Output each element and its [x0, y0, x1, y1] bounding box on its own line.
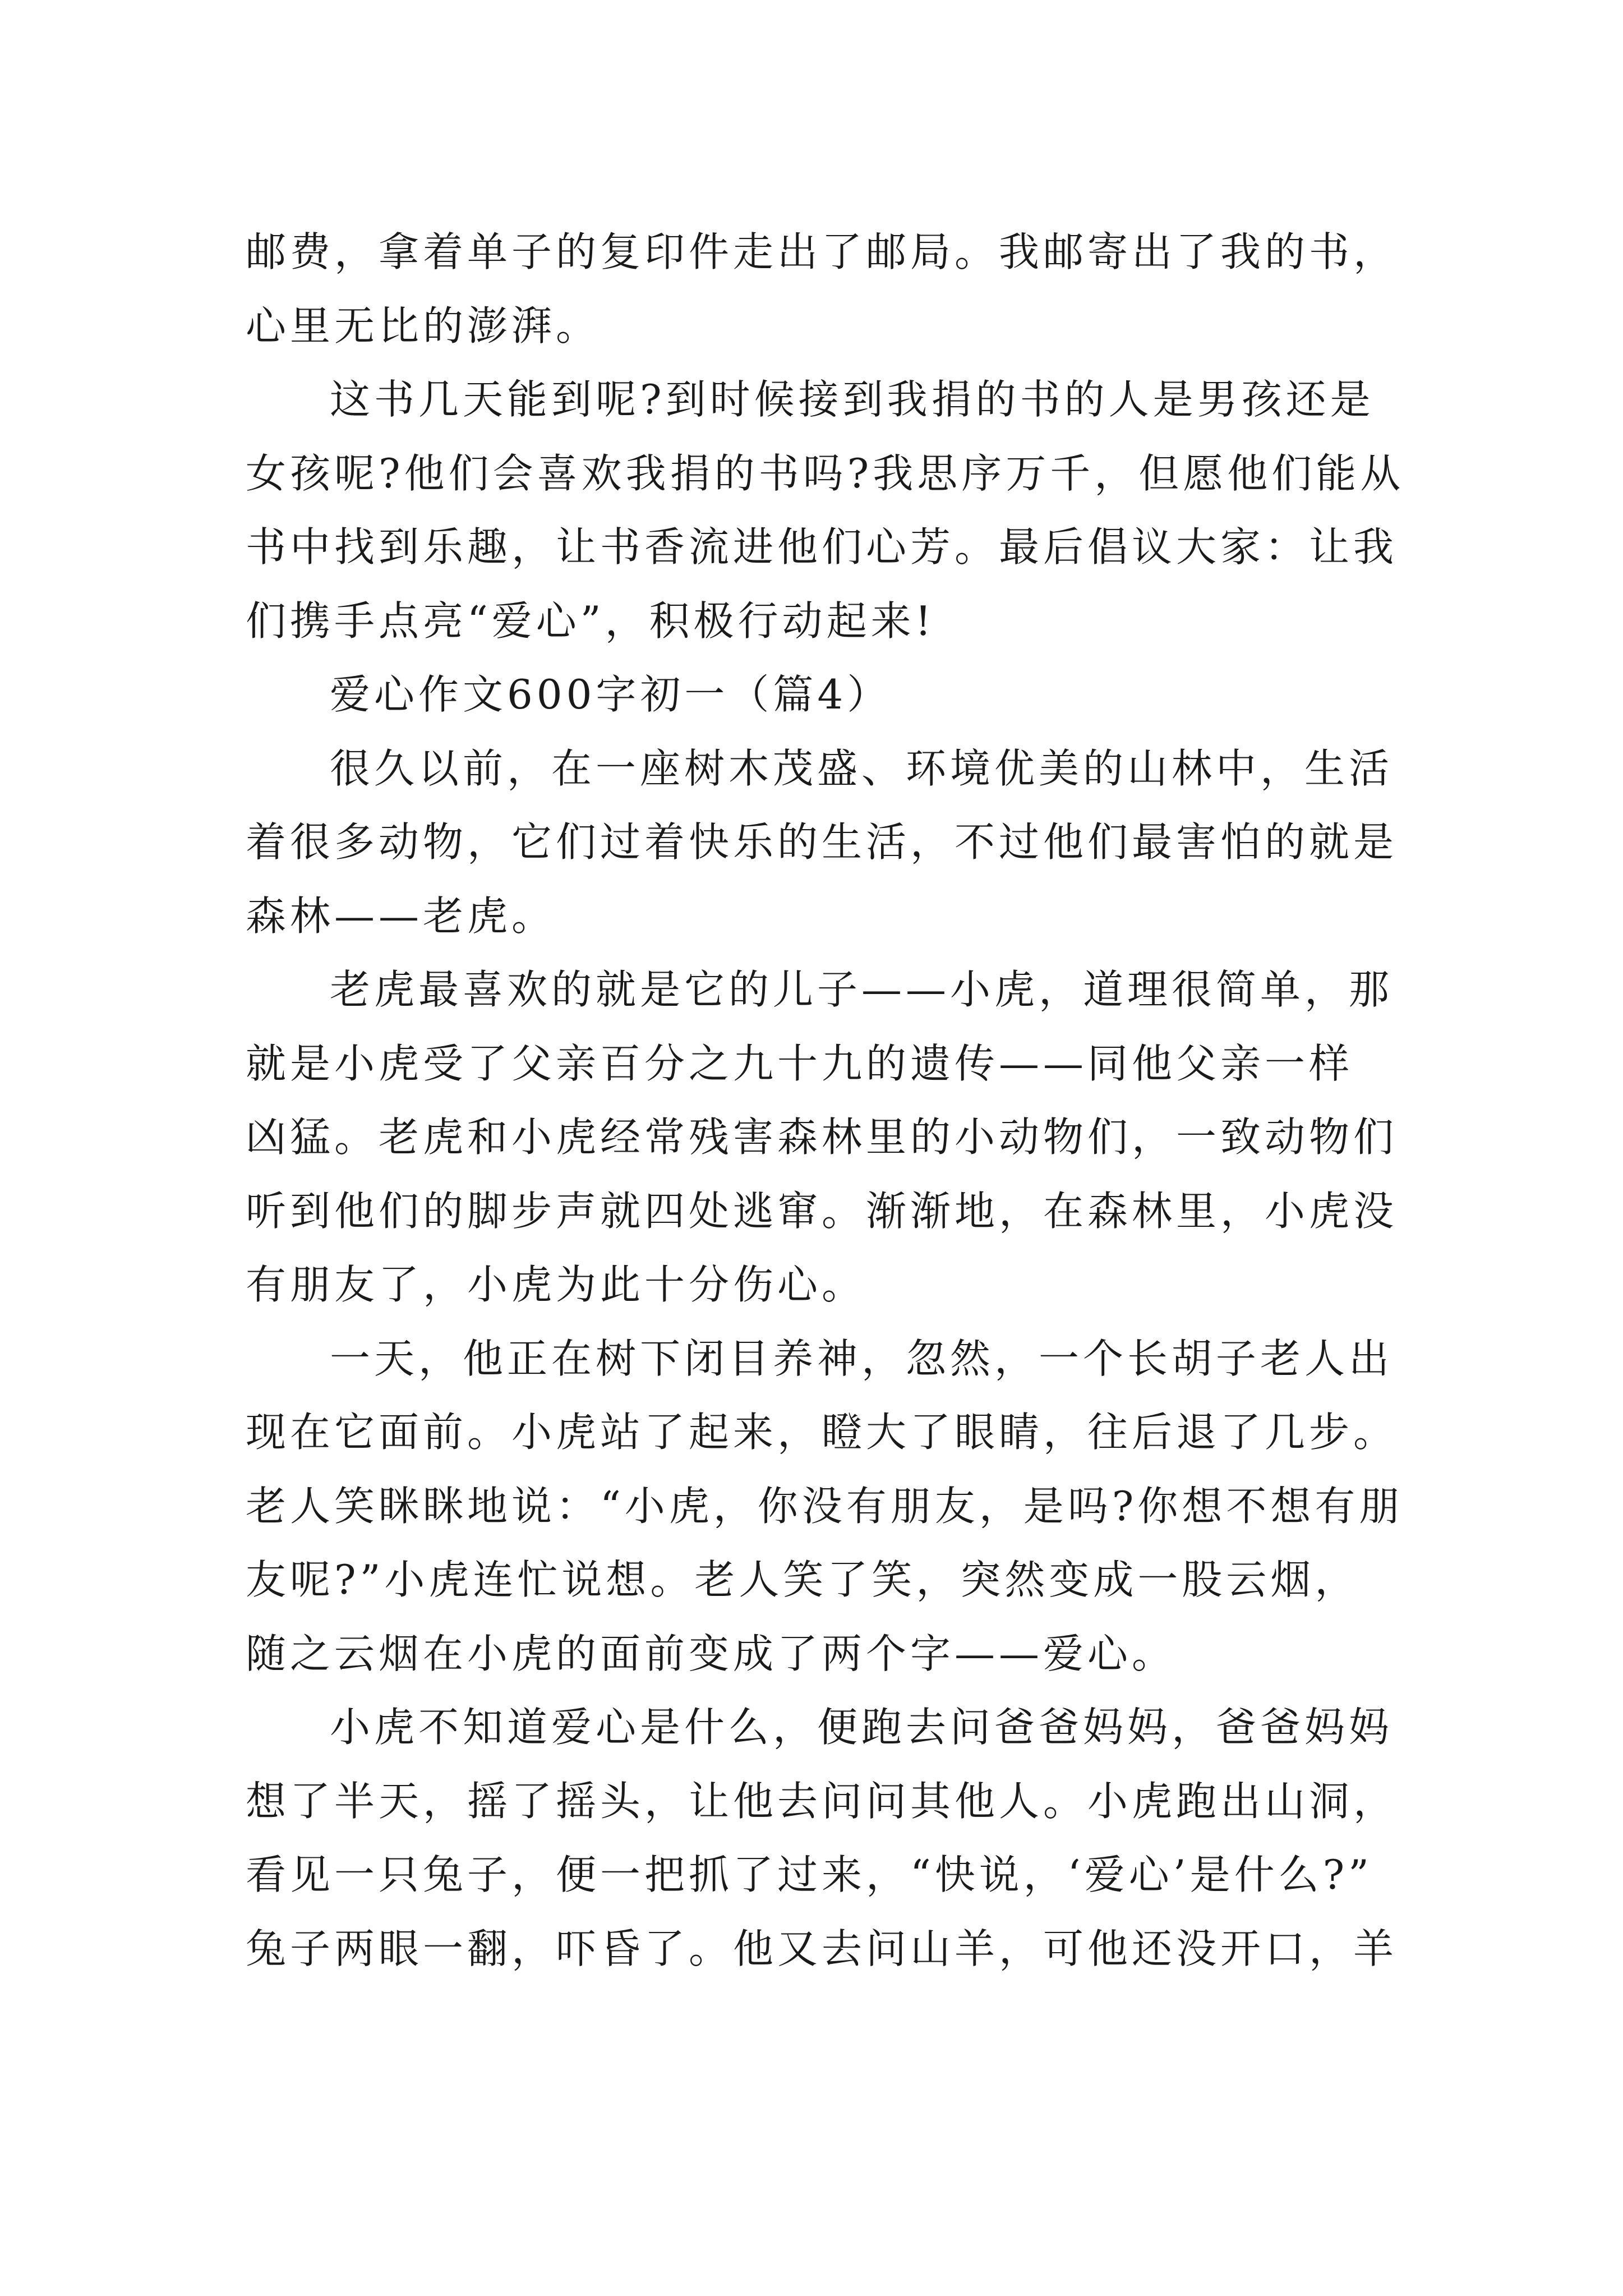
text-line: 邮费，拿着单子的复印件走出了邮局。我邮寄出了我的书，	[246, 228, 1398, 275]
section-heading: 爱心作文600字初一（篇4）	[330, 671, 892, 718]
paragraph-start-line: 这书几天能到呢?到时候接到我捐的书的人是男孩还是	[330, 376, 1375, 423]
text-line: 看见一只兔子，便一把抓了过来，“快说，‘爱心’是什么?”	[246, 1851, 1373, 1898]
text-line: 有朋友了，小虎为此十分伤心。	[246, 1261, 866, 1308]
paragraph-start-line: 很久以前，在一座树木茂盛、环境优美的山林中，生活	[330, 744, 1394, 792]
text-line: 凶猛。老虎和小虎经常残害森林里的小动物们，一致动物们	[246, 1114, 1398, 1161]
text-line: 书中找到乐趣，让书香流进他们心芳。最后倡议大家：让我	[246, 523, 1398, 570]
text-line: 友呢?”小虎连忙说想。老人笑了笑，突然变成一股云烟，	[246, 1556, 1359, 1603]
text-line: 森林——老虎。	[246, 892, 556, 940]
paragraph-start-line: 一天，他正在树下闭目养神，忽然，一个长胡子老人出	[330, 1335, 1394, 1382]
paragraph-start-line: 小虎不知道爱心是什么，便跑去问爸爸妈妈，爸爸妈妈	[330, 1704, 1394, 1751]
paragraph-start-line: 老虎最喜欢的就是它的儿子——小虎，道理很简单，那	[330, 966, 1394, 1013]
text-line: 兔子两眼一翻，吓昏了。他又去问山羊，可他还没开口，羊	[246, 1925, 1398, 1972]
text-line: 听到他们的脚步声就四处逃窜。渐渐地，在森林里，小虎没	[246, 1187, 1398, 1235]
text-line: 女孩呢?他们会喜欢我捐的书吗?我思序万千，但愿他们能从	[246, 449, 1405, 497]
text-line: 着很多动物，它们过着快乐的生活，不过他们最害怕的就是	[246, 818, 1398, 866]
text-line: 就是小虎受了父亲百分之九十九的遗传——同他父亲一样	[246, 1039, 1354, 1087]
text-line: 心里无比的澎湃。	[246, 302, 601, 349]
text-line: 现在它面前。小虎站了起来，瞪大了眼睛，往后退了几步。	[246, 1409, 1398, 1456]
text-line: 老人笑眯眯地说：“小虎，你没有朋友，是吗?你想不想有朋	[246, 1482, 1404, 1530]
document-body	[246, 215, 1405, 1986]
text-line: 们携手点亮“爱心”，积极行动起来!	[246, 597, 935, 645]
text-line: 想了半天，摇了摇头，让他去问问其他人。小虎跑出山洞，	[246, 1777, 1398, 1825]
text-line: 随之云烟在小虎的面前变成了两个字——爱心。	[246, 1630, 1177, 1677]
